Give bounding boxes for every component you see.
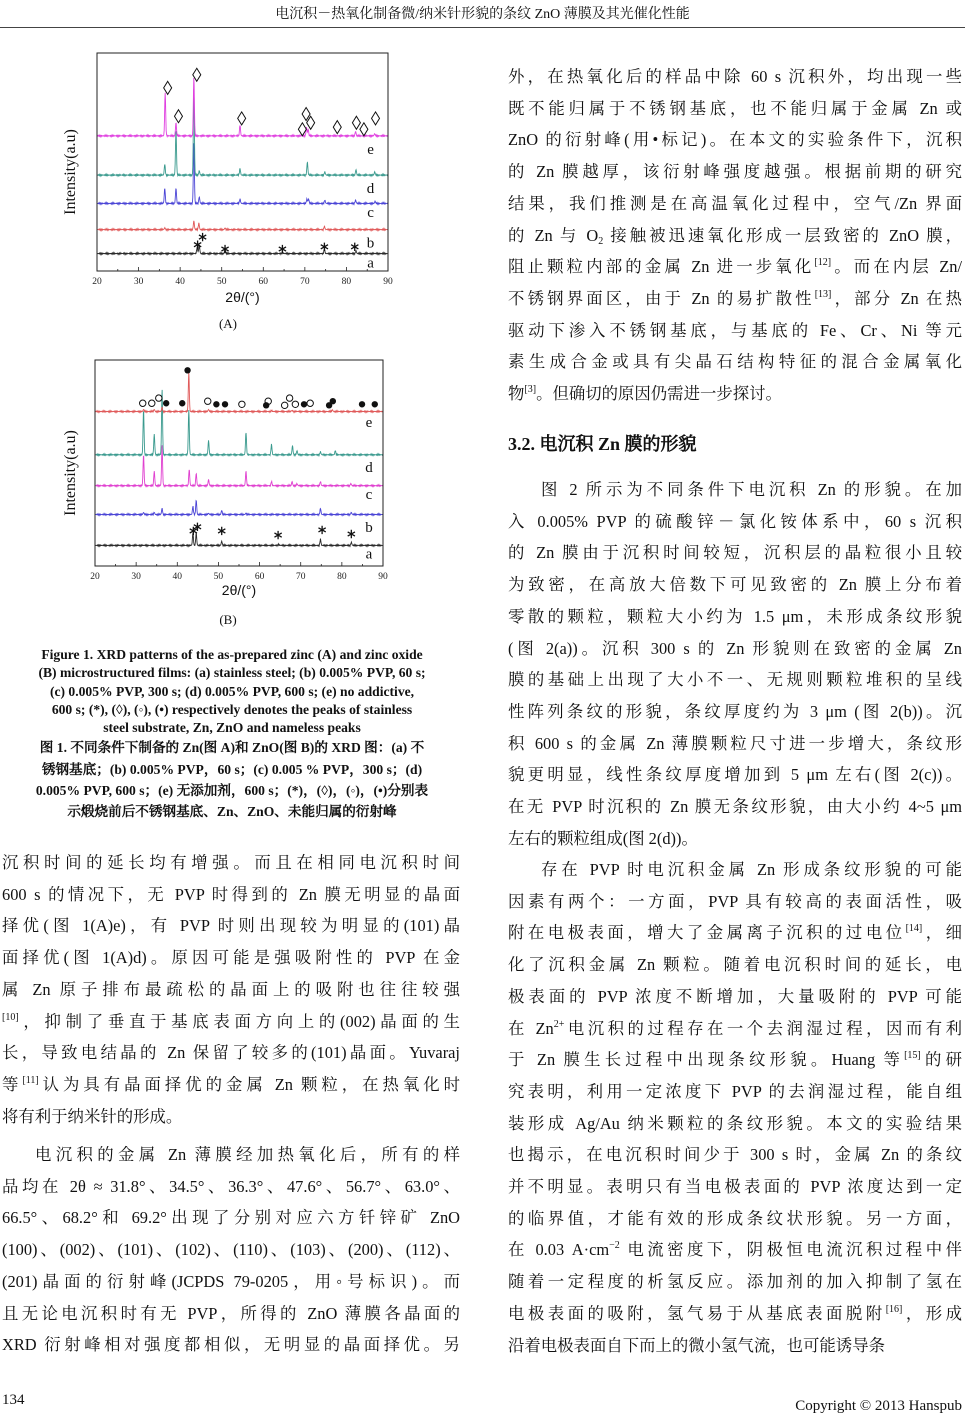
x-tick-label: 40 (175, 277, 185, 287)
x-tick-label: 30 (133, 277, 144, 287)
text-line: 并不明显。表明只有当电极表面的 PVP 浓度达到一定 (508, 1177, 962, 1196)
text-line: 且无论电沉积时有无 PVP，所得的 ZnO 薄膜各晶面的 (2, 1303, 460, 1323)
substrate-peak-marker (274, 531, 281, 539)
plot-frame (97, 53, 388, 271)
figure-caption (2, 646, 462, 822)
substrate-peak-marker (199, 233, 206, 241)
nameless-peak-marker (359, 401, 365, 407)
text-line: 结果，我们推测是在高温氧化过程中，空气/Zn 界面 (508, 193, 962, 213)
text-line: 究表明，利用一定浓度下 PVP 的去润湿过程，能自组 (508, 1081, 962, 1101)
text-line: XRD 衍射峰相对强度都相似，无明显的晶面择优。另 (2, 1335, 460, 1355)
text-line: 物[3]。但确切的原因仍需进一步探讨。 (508, 384, 782, 403)
text-line: 存在 PVP 时电沉积金属 Zn 形成条纹形貌的可能 (541, 860, 962, 879)
x-tick-label: 70 (295, 572, 306, 582)
figure-panel-a-label: (A) (218, 316, 238, 331)
text-line: 66.5°、68.2°和 69.2°出现了分别对应六方钎锌矿 ZnO (2, 1208, 460, 1228)
text-line: 的 Zn 膜越厚，该衍射峰强度越强。根据前期的研究 (508, 162, 962, 182)
text-line: 在 0.03 $A\cdot cm^{-2}$ 电流密度下，阴极恒电流沉积过程中伴 (508, 1240, 962, 1260)
nameless-peak-marker (163, 400, 169, 406)
nameless-peak-marker (222, 401, 228, 407)
section-heading: 3.2. 电沉积 Zn 膜的形貌 (508, 434, 697, 454)
text-line: 600 s 的情况下，无 PVP 时得到的 Zn 膜无明显的晶面 (2, 884, 460, 904)
copyright-notice: Copyright © 2013 Hanspub (795, 1398, 962, 1414)
zn-peak-marker (298, 123, 306, 136)
text-line: 化了沉积金属 Zn 颗粒。随着电沉积时间的延长，电 (508, 955, 962, 975)
x-tick-label: 80 (337, 572, 347, 582)
series-label-d: d (365, 460, 373, 477)
text-line: 的临界值，才能有效的形成条纹状形貌。另一方面， (508, 1208, 962, 1228)
zn-peak-marker (333, 121, 341, 134)
series-line-b (95, 501, 383, 515)
x-tick-label: 60 (258, 277, 269, 287)
text-line: 性阵列条纹的形貌，条纹厚度约为 3 μm (图 2(b))。沉 (508, 701, 962, 721)
zn-peak-marker (360, 123, 368, 136)
x-tick-label: 60 (254, 572, 265, 582)
zno-peak-marker (292, 401, 298, 407)
zno-peak-marker (156, 395, 162, 401)
series-label-b: b (365, 519, 373, 536)
zno-peak-marker (281, 402, 287, 408)
text-line: ZnO 的衍射峰(用•标记)。在本文的实验条件下，沉积 (508, 130, 962, 150)
text-line: 也揭示，在电沉积时间少于 300 s 时，金属 Zn 的条纹 (508, 1145, 962, 1165)
zno-peak-marker (239, 401, 245, 407)
zn-peak-marker (238, 112, 246, 125)
series-line-b (97, 221, 388, 231)
zn-peak-marker (174, 110, 182, 123)
series-label-c: c (367, 205, 374, 222)
substrate-peak-marker (218, 527, 225, 535)
substrate-peak-marker (351, 243, 358, 251)
caption-zh-line: 示煅烧前后不锈钢基底、Zn、ZnO、未能归属的衍射峰 (67, 804, 397, 820)
y-axis-title: Intensity(a.u) (62, 129, 79, 215)
text-line: 在无 PVP 时沉积的 Zn 膜无条纹形貌，由大小约 4~5 μm (508, 797, 962, 816)
zn-peak-marker (164, 81, 172, 94)
substrate-peak-marker (348, 530, 355, 538)
text-line: 将有利于纳米针的形成。 (2, 1106, 183, 1126)
x-tick-label: 20 (92, 277, 102, 287)
text-line: 装形成 Ag/Au 纳米颗粒的条纹形貌。本文的实验结果 (508, 1113, 962, 1133)
series-label-a: a (365, 546, 373, 563)
series-label-d: d (366, 181, 375, 198)
text-line: 电极表面的吸附，氢气易于从基底表面脱附[16]，形成 (508, 1303, 963, 1323)
text-line: 沿着电极表面自下而上的微小氢气流，也可能诱导条 (508, 1335, 885, 1355)
text-line: 在 $Zn^{2+}$电沉积的过程存在一个去润湿过程，因而有利 (508, 1018, 962, 1038)
text-line: 入 0.005% PVP 的硫酸锌－氯化铵体系中，60 s 沉积 (508, 511, 962, 531)
nameless-peak-marker (179, 400, 185, 406)
header-divider (0, 27, 965, 28)
nameless-peak-marker (301, 401, 307, 407)
text-line: 不锈钢界面区，由于 Zn 的易扩散性[13]，部分 Zn 在热 (508, 288, 962, 308)
text-line: 长，导致电结晶的 Zn 保留了较多的(101)晶面。Yuvaraj (2, 1043, 460, 1063)
nameless-peak-marker (330, 398, 336, 404)
zno-peak-marker (140, 400, 146, 406)
text-line: 积 600 s 的金属 Zn 薄膜颗粒尺寸进一步增大，条纹形 (508, 733, 962, 753)
zno-peak-marker (149, 400, 155, 406)
series-label-a: a (367, 255, 374, 272)
caption-en-line: (B) microstructured films: (a) stainless steel; (b) 0.005% PVP, 60 s; (38, 665, 426, 681)
nameless-peak-marker (184, 367, 190, 373)
text-line: [10]，抑制了垂直于基底表面方向上的(002)晶面的生 (2, 1011, 460, 1031)
series-line-c (97, 143, 388, 204)
substrate-peak-marker (194, 240, 201, 248)
series-line-e (97, 78, 388, 137)
caption-en-line: (c) 0.005% PVP, 300 s; (d) 0.005% PVP, 600 s; (e) no addictive, (49, 683, 415, 699)
text-line: 电沉积的金属 Zn 薄膜经加热氧化后，所有的样 (35, 1145, 460, 1164)
nameless-peak-marker (372, 401, 378, 407)
text-line: 择优(图 1(A)e)，有 PVP 时则出现较为明显的(101)晶 (2, 916, 460, 936)
x-tick-label: 50 (213, 572, 224, 582)
text-line: 阻止颗粒内部的金属 Zn 进一步氧化[12]。而在内层 Zn/ (508, 257, 962, 277)
text-line: 附在电极表面，增大了金属离子沉积的过电位[14]，细 (508, 923, 963, 943)
zno-peak-marker (286, 395, 292, 401)
substrate-peak-marker (321, 243, 328, 251)
xrd-chart-zinc-oxide (40, 345, 420, 615)
figure-panel-b-label: (B) (219, 612, 237, 627)
text-line: 既不能归属于不锈钢基底，也不能归属于金属 Zn 或 (508, 98, 962, 118)
text-line: 素生成合金或具有尖晶石结构特征的混合金属氧化 (508, 352, 962, 372)
series-line-d (95, 390, 383, 456)
x-tick-label: 20 (90, 572, 100, 582)
text-line: (201)晶面的衍射峰(JCPDS 79-0205，用◦号标识)。而 (2, 1271, 460, 1291)
series-line-a (97, 245, 388, 254)
x-tick-label: 80 (341, 277, 352, 287)
text-line: 面择优(图 1(A)d)。原因可能是强吸附性的 PVP 在金 (2, 948, 460, 968)
text-line: 貌更明显，线性条纹厚度增加到 5 μm 左右(图 2(c))。 (508, 765, 962, 785)
x-tick-label: 70 (300, 277, 310, 287)
text-line: 于 Zn 膜生长过程中出现条纹形貌。Huang 等[15]的研 (508, 1050, 962, 1070)
series-label-c: c (365, 486, 373, 503)
text-line: 零散的颗粒，颗粒大小约为 1.5 μm，未形成条纹形貌 (508, 606, 962, 626)
text-line: (图 2(a))。沉积 300 s 的 Zn 形貌则在致密的金属 Zn (508, 638, 962, 658)
series-label-b: b (366, 235, 375, 252)
text-line: 图 2 所示为不同条件下电沉积 Zn 的形貌。在加 (541, 480, 962, 499)
text-line: 膜的基础上出现了大小不一、无规则颗粒堆积的呈线 (508, 670, 962, 690)
substrate-peak-marker (279, 245, 286, 253)
text-line: 沉积时间的延长均有增强。而且在相同电沉积时间 (2, 853, 460, 872)
text-line: 的 Zn 膜由于沉积时间较短，沉积层的晶粒很小且较 (508, 543, 962, 563)
text-line: 外，在热氧化后的样品中除 60 s 沉积外，均出现一些 (508, 67, 962, 86)
caption-zh-line: 0.005% PVP, 600 s；(e) 无添加剂，600 s；(*)，(◊)，(◦)，(•)分别表 (35, 783, 429, 799)
caption-zh-line: 图 1. 不同条件下制备的 Zn(图 A)和 ZnO(图 B)的 XRD 图：(a) 不 (39, 740, 425, 756)
substrate-peak-marker (318, 526, 325, 534)
zno-peak-marker (205, 398, 211, 404)
nameless-peak-marker (263, 402, 269, 408)
x-tick-label: 40 (172, 572, 183, 582)
x-tick-label: 50 (216, 277, 227, 287)
text-line: 的 Zn 与 $O_2$ 接触被迅速氧化形成一层致密的 ZnO 膜， (508, 225, 962, 247)
page-number: 134 (2, 1392, 25, 1408)
nameless-peak-marker (213, 401, 219, 407)
zn-peak-marker (352, 116, 360, 129)
text-line: 等[11]认为具有晶面择优的金属 Zn 颗粒，在热氧化时 (2, 1074, 461, 1094)
text-line: 极表面的 PVP 浓度不断增加，大量吸附的 PVP 可能 (508, 986, 962, 1006)
series-line-d (97, 89, 388, 176)
zn-peak-marker (372, 112, 380, 125)
text-line: (100)、(002)、(101)、(102)、(110)、(103)、(200)、(112)、 (2, 1240, 460, 1260)
series-line-c (95, 445, 383, 486)
text-line: 品均在 2θ ≈ 31.8°、34.5°、36.3°、47.6°、56.7°、63.0°、 (2, 1176, 460, 1196)
series-label-e: e (365, 414, 373, 431)
zno-peak-marker (307, 400, 313, 406)
text-line: 为致密，在高放大倍数下可见致密的 Zn 膜上分布着 (508, 575, 962, 595)
caption-zh-line: 锈钢基底；(b) 0.005% PVP，60 s；(c) 0.005 % PVP，300 s；(d) (41, 761, 423, 777)
y-axis-title: Intensity(a.u) (62, 430, 79, 516)
x-axis-title: 2θ/(°) (225, 289, 260, 305)
text-line: 因素有两个：一方面，PVP 具有较高的表面活性，吸 (508, 891, 962, 911)
running-header: 电沉积－热氧化制备微/纳米针形貌的条纹 ZnO 薄膜及其光催化性能 (275, 7, 690, 22)
text-line: 属 Zn 原子排布最疏松的晶面上的吸附也往往较强 (2, 979, 460, 999)
text-line: 驱动下渗入不锈钢基底，与基底的 Fe、Cr、Ni 等元 (508, 320, 962, 340)
text-line: 左右的颗粒组成(图 2(d))。 (508, 828, 698, 848)
caption-en-line: 600 s; (*), (◊), (◦), (•) respectively denotes the peaks of stainless (51, 701, 413, 717)
text-line: 随着一定程度的析氢反应。添加剂的加入抑制了氢在 (508, 1272, 962, 1292)
x-axis-title: 2θ/(°) (221, 582, 257, 598)
x-tick-label: 90 (383, 277, 393, 287)
x-tick-label: 30 (131, 572, 141, 582)
caption-en-line: Figure 1. XRD patterns of the as-prepared zinc (A) and zinc oxide (41, 647, 423, 662)
xrd-chart-zinc (40, 40, 420, 320)
x-tick-label: 90 (378, 572, 388, 582)
caption-en-line: steel substrate, Zn, ZnO and nameless peaks (103, 720, 361, 736)
series-line-a (95, 533, 383, 546)
plot-frame (95, 360, 383, 566)
series-label-e: e (367, 141, 374, 158)
